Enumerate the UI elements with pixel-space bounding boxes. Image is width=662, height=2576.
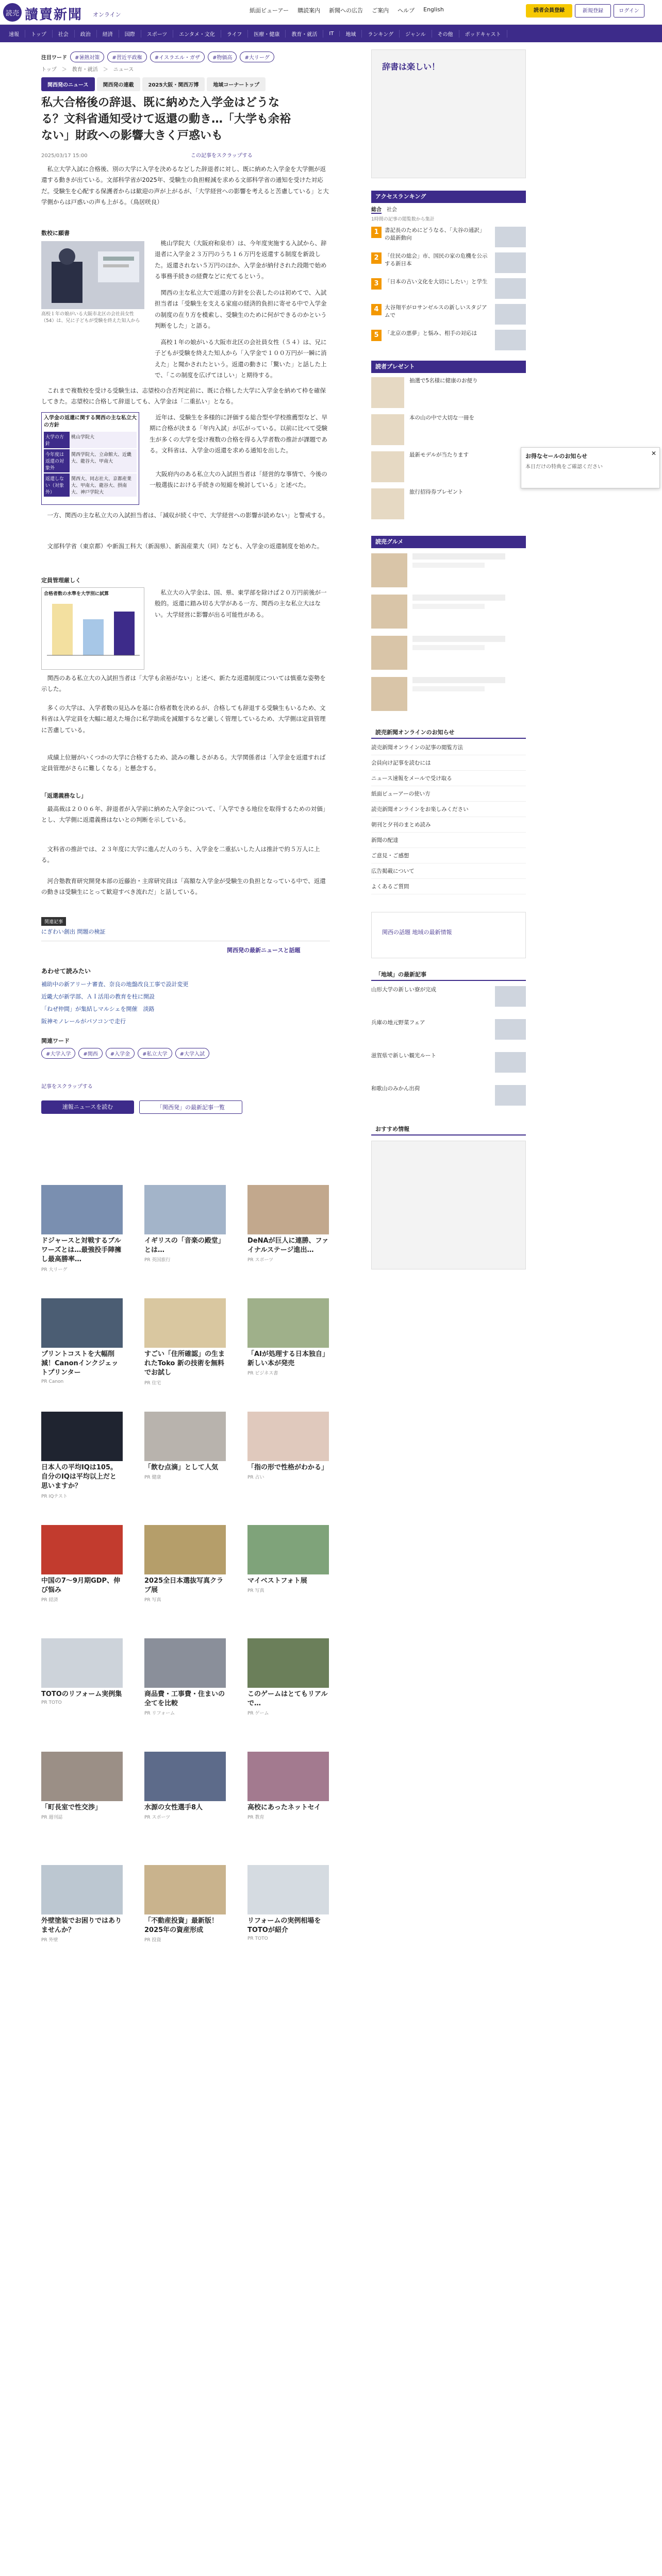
info-item[interactable]: 新聞の配達 <box>371 837 526 848</box>
rank-number: 1 <box>371 227 382 238</box>
pr-card[interactable] <box>41 1638 123 1705</box>
policy-table <box>41 412 139 505</box>
present-item[interactable] <box>371 488 526 496</box>
pr-card[interactable] <box>247 1298 329 1376</box>
nav-item[interactable]: 地域 <box>340 30 362 38</box>
header-links <box>250 6 444 14</box>
info-item[interactable]: 読売新聞オンラインの記事の閲覧方法 <box>371 744 526 755</box>
site-header <box>0 0 662 25</box>
nav-item[interactable]: 経済 <box>97 30 119 38</box>
pr-title: 2025全日本選抜写真クラブ展 <box>144 1577 224 1595</box>
pr-title: 「AIが処理する日本独自」新しい本が発売 <box>247 1350 329 1368</box>
pr-card[interactable] <box>247 1638 329 1716</box>
nav-item[interactable]: トップ <box>25 30 53 38</box>
pr-image <box>41 1298 123 1348</box>
pr-title: 水源の女性選手8人 <box>144 1804 203 1811</box>
header-link[interactable]: 購読案内 <box>297 7 321 14</box>
graph <box>42 599 144 665</box>
section-heading: 定員管理厳しく <box>41 577 81 584</box>
article-paragraph: 大阪府内のある私立大の入試担当者は「経営的な事情で、今後の一般選抜における手続きの短縮を検討している」と述べた。 <box>150 470 327 489</box>
related-tag[interactable]: #大学入学 <box>41 1048 75 1059</box>
present-item[interactable] <box>371 414 526 422</box>
article-paragraph: 関西のある私立大の入試担当者は「大学も余裕がない」と述べ、新たな返還制度については慎重な姿勢を示した。 <box>41 674 326 693</box>
ranking-item[interactable] <box>371 252 526 268</box>
present-heading: 読者プレゼント <box>371 361 526 373</box>
example-heading: 数校に願書 <box>41 230 70 236</box>
pr-source: PR リフォーム <box>144 1711 175 1717</box>
signup-button[interactable]: 新規登録 <box>575 4 611 18</box>
pr-source: PR スポーツ <box>247 1258 274 1263</box>
pr-source: PR 写真 <box>247 1588 264 1594</box>
article-paragraph: 高校１年の娘がいる大阪市北区の会社員女性（５４）は、兄に子どもが受験を終えた知人から「入学金で１００万円が一瞬に消えた」と聞かされたという。返還の動きに「驚いた」と話した上で、「この制度を広げてほしい」と期待する。 <box>155 338 327 379</box>
related-words-heading: 関連ワード <box>41 1038 70 1044</box>
pr-title: 「町長室で性交渉」 <box>41 1804 102 1811</box>
region-title: 山形大学の新しい寮が完成 <box>371 987 436 993</box>
region-thumbnail <box>495 986 526 1007</box>
scrap-link[interactable]: この記事をスクラップする <box>191 153 253 159</box>
ranking-tab[interactable]: 社会 <box>387 207 397 213</box>
nav-item[interactable]: ジャンル <box>400 30 432 38</box>
nav-item[interactable]: ポッドキャスト <box>459 30 507 38</box>
scrap-button[interactable]: 記事をスクラップする <box>41 1084 93 1090</box>
must-read-link[interactable]: 近畿大が新学部、ＡＩ活用の教育を柱に開設 <box>41 993 155 1000</box>
nav-item[interactable]: ライフ <box>221 30 248 38</box>
ranking-tab[interactable]: 総合 <box>371 205 382 214</box>
article-paragraph: 私立大の入学金は、国、県、東学部を除けば２０万円前後が一般的。返還に踏み切る大学がある一方、関西の主な私立大はない。大学経営に影響が出る可能性がある。 <box>155 589 327 618</box>
region-item[interactable] <box>371 1085 526 1093</box>
region-item[interactable] <box>371 986 526 994</box>
pr-image <box>144 1525 226 1574</box>
pr-card[interactable] <box>247 1865 329 1941</box>
article-paragraph: 多くの大学は、入学者数の見込みを基に合格者数を決めるが、合格しても辞退する受験生もいるため、文科省は入学定員を大幅に超えた場合に私学助成を減額するなど厳しく管理しているため、大学側は定員管理に苦慮している。 <box>41 704 326 734</box>
present-item[interactable] <box>371 451 526 459</box>
pr-card[interactable] <box>247 1525 329 1594</box>
pr-title: マイベストフォト展 <box>247 1577 307 1585</box>
pr-card[interactable] <box>41 1185 123 1273</box>
subscribe-button[interactable]: 読者会員登録 <box>526 4 572 18</box>
close-icon[interactable]: ✕ <box>651 450 656 457</box>
nav-item[interactable]: 教育・就活 <box>286 30 323 38</box>
pr-title: 「指の形で性格がわかる」 <box>247 1464 328 1471</box>
article-paragraph: 桃山学院大（大阪府和泉市）は、今年度実施する入試から、辞退者に入学金２３万円のうち１６万円を返還する制度を新設した。返還されない５万円のほか、入学金が納付された段階で始める事務手続きの経費などに充てるという。 <box>155 240 327 280</box>
ranking-heading: アクセスランキング <box>371 191 526 203</box>
pr-title: 外壁塗装でお困りではありませんか？ <box>41 1917 122 1935</box>
trend-tag[interactable]: #暑熱対策 <box>70 52 104 62</box>
rank-number: 5 <box>371 330 382 341</box>
trend-words <box>41 52 274 62</box>
related-tag[interactable]: #私立大学 <box>138 1048 172 1059</box>
popup-title: お得なセールのお知らせ <box>525 453 588 460</box>
pr-title: 「不動産投資」最新版！2025年の資産形成 <box>144 1917 219 1935</box>
pr-source: PR ゲーム <box>247 1711 269 1717</box>
info-item[interactable]: 紙面ビューアーの使い方 <box>371 790 526 802</box>
popup-body: 本日だけの特典をご確認ください <box>525 464 603 470</box>
pr-image <box>41 1865 123 1914</box>
rank-thumbnail <box>495 252 526 273</box>
trend-tag[interactable]: #習近平政権 <box>107 52 146 62</box>
present-image <box>371 488 404 519</box>
pr-title: プリントコストを大幅削減！Canonインクジェットプリンター <box>41 1350 119 1377</box>
ranking-tabs <box>371 205 397 214</box>
pr-card[interactable] <box>247 1412 329 1480</box>
pr-source: PR TOTO <box>247 1936 268 1942</box>
present-title: 本の山の中で大切な一冊を <box>409 415 474 421</box>
table-cell: 大学の方針 <box>44 432 70 448</box>
pr-source: PR 住宅 <box>144 1380 161 1386</box>
pr-image <box>144 1185 226 1234</box>
info-item[interactable]: 会員向け記事を読むには <box>371 759 526 771</box>
pr-image <box>247 1185 329 1234</box>
pr-title: リフォームの実例相場をTOTOが紹介 <box>247 1917 321 1935</box>
region-heading: 「地域」の最新記事 <box>371 969 526 981</box>
gourmet-item[interactable] <box>371 595 526 609</box>
must-read-link[interactable]: 阪神モノレールがパソコンで走行 <box>41 1018 126 1025</box>
rank-title: 大谷翔平がロサンゼルスの新しいスタジアムで <box>385 304 487 319</box>
ad-title: 辞書は楽しい！ <box>382 62 440 72</box>
gourmet-item[interactable] <box>371 677 526 691</box>
pr-card[interactable] <box>144 1638 226 1716</box>
tab[interactable]: 関西発のニュース <box>41 77 95 91</box>
trend-label: 注目ワード <box>41 55 67 61</box>
pr-title: DeNAが巨人に連勝、ファイナルステージ進出… <box>247 1237 329 1255</box>
logo-mark[interactable]: 読売 <box>3 3 22 22</box>
article-date: 2025/03/17 15:00 <box>41 153 88 159</box>
pr-image <box>247 1865 329 1914</box>
pr-card[interactable] <box>144 1525 226 1603</box>
pr-card[interactable] <box>41 1865 123 1943</box>
article-paragraph: 近年は、受験生を多様的に評価する総合型や学校推薦型など、早期に合格が決まる「年内入試」が広がっている。以前に比べて受験生が多くの大学を受け複数の合格を得る入学者数の推計が課題である。文科省は、入学金の返還を求める通知を出した。 <box>150 414 327 454</box>
trend-tag[interactable]: #イスラエル・ガザ <box>150 52 205 62</box>
info-heading: 読売新聞オンラインのお知らせ <box>371 726 526 739</box>
tab[interactable]: 地域コーナートップ <box>207 77 266 91</box>
header-link[interactable]: English <box>423 6 444 13</box>
header-link[interactable]: ご案内 <box>372 7 389 14</box>
pr-image <box>144 1412 226 1461</box>
table-cell: 返還しない（対象外） <box>44 473 70 497</box>
breaking-news-button[interactable]: 速報ニュースを読む <box>41 1100 134 1114</box>
rank-thumbnail <box>495 227 526 247</box>
table-cell: 桃山学院大 <box>70 432 137 448</box>
present-image <box>371 377 404 408</box>
region-title: 滋賀県で新しい観光ルート <box>371 1053 436 1059</box>
kansai-list-button[interactable]: 「関西発」の最新記事一覧 <box>139 1100 242 1114</box>
pr-source: PR スポーツ <box>144 1815 171 1821</box>
region-thumbnail <box>495 1052 526 1073</box>
breadcrumb[interactable]: トップ ＞ 教育・就活 ＞ ニュース <box>41 67 134 73</box>
side-ad[interactable] <box>371 1141 526 1269</box>
article-paragraph: 最高裁は２００６年、辞退者が入学前に納めた入学金について、「入学できる地位を取得するための対価」とし、大学側に返還義務はないとの判断を示している。 <box>41 805 329 824</box>
info-item[interactable]: 朝刊と夕刊のまとめ読み <box>371 821 526 833</box>
pr-source: PR TOTO <box>41 1700 62 1706</box>
region-item[interactable] <box>371 1052 526 1060</box>
pr-card[interactable] <box>144 1865 226 1943</box>
pr-source: PR Canon <box>41 1379 64 1384</box>
header-link[interactable]: 紙面ビューアー <box>250 7 289 14</box>
nav-item[interactable]: 医療・健康 <box>248 30 286 38</box>
pr-card[interactable] <box>41 1525 123 1603</box>
pr-title: すごい「住所確認」の生まれたToko 新の技術を無料でお試し <box>144 1350 225 1377</box>
related-tags <box>41 1048 209 1059</box>
more-news-link[interactable]: 関西発の最新ニュースと話題 <box>227 947 301 954</box>
related-badge: 関連記事 <box>41 917 66 926</box>
present-title: 旅行招待券プレゼント <box>409 489 464 495</box>
must-read-link[interactable]: 「ねぜ仲間」が集結しマルシェを開催 淡路 <box>41 1006 155 1012</box>
rank-number: 4 <box>371 304 382 315</box>
pr-source: PR 外壁 <box>41 1938 58 1943</box>
pr-image <box>247 1752 329 1801</box>
region-item[interactable] <box>371 1019 526 1027</box>
pr-image <box>41 1185 123 1234</box>
pr-source: PR IQテスト <box>41 1494 68 1499</box>
pr-source: PR 大リーグ <box>41 1267 68 1273</box>
rank-title: 「北京の悪夢」と悩み、相手の対応は <box>385 330 477 336</box>
pr-source: PR 健康 <box>144 1475 161 1481</box>
article-paragraph: 一方、関西の主な私立大の入試担当者は、「減収が続く中で、大学経営への影響が読めない」と警戒する。 <box>47 512 329 519</box>
pr-image <box>41 1752 123 1801</box>
pr-image <box>41 1412 123 1461</box>
gourmet-image <box>371 677 407 711</box>
gourmet-heading: 読売グルメ <box>371 536 526 548</box>
pr-title: 高校にあったネットセイ <box>247 1804 321 1811</box>
region-title: 兵庫の地元野菜フェア <box>371 1020 425 1026</box>
rank-title: 書記長のためにどうなる、「大谷の通訳」の最新動向 <box>385 227 485 242</box>
pr-source: PR 経済 <box>41 1598 58 1603</box>
ranking-note: 1時間の記事の閲覧数から集計 <box>371 217 435 222</box>
article-title: 私大合格後の辞退、既に納めた入学金はどうなる？文科省通知受けて返還の動き…「大学も余裕ない」財政への影響大きく戸惑いも <box>41 96 291 142</box>
table-cell: 今年度は返還の対象外 <box>44 449 70 472</box>
rank-title: 「日本の古い文化を大切にしたい」と学生 <box>385 279 488 285</box>
gourmet-image <box>371 636 407 670</box>
pr-card[interactable] <box>41 1412 123 1499</box>
section-heading: 「返還義務なし」 <box>41 792 87 799</box>
recommend-heading: おすすめ情報 <box>371 1123 526 1136</box>
article-paragraph: 成績上位層がいくつかの大学に合格するため、読みの難しさがある。大学関係者は「入学金を返還すれば定員管理がさらに難しくなる」と懸念する。 <box>41 754 326 772</box>
article-paragraph: 河合塾教育研究開発本部の近藤治・主席研究員は「高額な入学金が受験生の負担となっている中で、返還の動きは受験生にとって歓迎すべき流れだ」と話している。 <box>41 877 326 896</box>
pr-image <box>247 1638 329 1688</box>
pr-image <box>247 1412 329 1461</box>
present-title: 抽選で5名様に健康のお便り <box>409 378 478 384</box>
nav-item[interactable]: 国際 <box>119 30 141 38</box>
main-nav <box>0 25 662 42</box>
pr-image <box>144 1865 226 1914</box>
nav-item[interactable]: 政治 <box>75 30 97 38</box>
present-item[interactable] <box>371 377 526 385</box>
nav-item[interactable]: 社会 <box>53 30 75 38</box>
gourmet-item[interactable] <box>371 636 526 650</box>
pr-image <box>41 1638 123 1688</box>
pr-title: ドジャースと対戦するブルワーズとは…最強投手陣擁し最高勝率… <box>41 1237 122 1264</box>
tab[interactable]: 2025大阪・関西万博 <box>142 77 205 91</box>
related-tag[interactable]: #入学金 <box>106 1048 135 1059</box>
tab[interactable]: 関西発の連載 <box>97 77 140 91</box>
present-image <box>371 451 404 482</box>
pr-source: PR 投資 <box>144 1938 161 1943</box>
article-paragraph: 関西の主な私立大で返還の方針を公表したのは初めてで、入試担当者は「受験生を支える家庭の経済的負担に寄せる中で入学金の制度の在り方を模索し、受験生のために何ができるのかという判断をした」と語る。 <box>155 289 327 329</box>
trend-tag[interactable]: #物価高 <box>208 52 237 62</box>
pr-title: イギリスの「音楽の殿堂」とは… <box>144 1237 225 1255</box>
pr-image <box>247 1298 329 1348</box>
article-paragraph: 文科省の推計では、２３年度に大学に進んだ人のうち、入学金を二重払いした人は推計で約５万人に上る。 <box>41 845 320 864</box>
ranking-item[interactable] <box>371 227 526 242</box>
region-title: 和歌山のみかん出荷 <box>371 1086 420 1092</box>
must-read-link[interactable]: 補助中の新アリーナ審査、奈良の地盤改良工事で設計変更 <box>41 981 189 988</box>
rank-thumbnail <box>495 304 526 325</box>
pr-source: PR ビジネス書 <box>247 1371 278 1377</box>
ranking-item[interactable] <box>371 330 526 341</box>
region-thumbnail <box>495 1019 526 1040</box>
article-paragraph: 私立大学入試に合格後、別の大学に入学を決めるなどした辞退者に対し、既に納めた入学金を大学側が返還する動きが出ている。文部科学省が2025年、受験生の負担軽減を求める文部科学省の通知を受けた対応だ。受験生を心配する保護者からは歓迎の声が上がるが、「大学経営への影響を考えると苦慮している」と大学側からは戸惑いの声も上がる。（鳥居咲良） <box>41 165 329 206</box>
related-tag[interactable]: #関西 <box>78 1048 102 1059</box>
info-item[interactable]: 広告掲載について <box>371 868 526 879</box>
pr-title: このゲームはとてもリアルで… <box>247 1690 328 1708</box>
pr-card[interactable] <box>144 1185 226 1263</box>
table-cell: 関西大、同志社大、京都産業大、甲南大、龍谷大、摂南大、神戸学院大 <box>70 473 137 497</box>
logo-sub: オンライン <box>93 11 121 18</box>
article-paragraph: 文部科学省（東京都）や新潟工科大（新潟県）、新潟産業大（同）なども、入学金の返還制度を始めた。 <box>47 543 323 550</box>
pr-source: PR 英国旅行 <box>144 1258 171 1263</box>
table-title: 入学金の返還に関する関西の主な私立大の方針 <box>44 415 137 428</box>
pr-card[interactable] <box>41 1298 123 1384</box>
pr-card[interactable] <box>144 1298 226 1386</box>
trend-tag[interactable]: #大リーグ <box>240 52 274 62</box>
photo-caption: 高校１年の娘がいる大阪市北区の会社員女性（54）は、兄に子どもが受験を終えた知人から <box>41 312 140 324</box>
pr-card[interactable] <box>144 1752 226 1820</box>
gourmet-item[interactable] <box>371 553 526 568</box>
pr-title: 日本人の平均IQは105。自分のIQは平均以上だと思いますか？ <box>41 1464 118 1490</box>
pr-card[interactable] <box>247 1185 329 1263</box>
rank-number: 2 <box>371 252 382 264</box>
pr-image <box>247 1525 329 1574</box>
pr-source: PR 占い <box>247 1475 264 1481</box>
popup-notice <box>521 447 660 488</box>
header-link[interactable]: ヘルプ <box>398 7 415 14</box>
ranking-item[interactable] <box>371 278 526 290</box>
pr-image <box>144 1752 226 1801</box>
pr-image <box>144 1298 226 1348</box>
info-box-text: 関西の話題 地域の最新情報 <box>382 929 452 936</box>
info-item[interactable]: よくあるご質問 <box>371 883 526 894</box>
nav-item[interactable]: ランキング <box>362 30 400 38</box>
header-link[interactable]: 新聞への広告 <box>329 7 363 14</box>
rank-title: 「住民の総会」市、国民の家の危機を公示する新日本 <box>385 253 488 267</box>
nav-item[interactable]: IT <box>323 31 340 37</box>
nav-item[interactable]: スポーツ <box>141 30 174 38</box>
gourmet-image <box>371 595 407 629</box>
gourmet-image <box>371 553 407 587</box>
section-tabs <box>41 77 266 91</box>
present-image <box>371 414 404 445</box>
must-read-heading: あわせて読みたい <box>41 968 91 975</box>
pr-title: 中国の7～9月期GDP、伸び悩み <box>41 1577 121 1595</box>
article-paragraph: これまで複数校を受ける受験生は、志望校の合否判定前に、既に合格した大学に入学金を納めて枠を確保してきた。志望校に合格して辞退しても、入学金は「二重払い」となる。 <box>41 387 326 405</box>
info-item[interactable]: ご意見・ご感想 <box>371 852 526 863</box>
pr-image <box>144 1638 226 1688</box>
ad-banner[interactable] <box>371 49 526 178</box>
rank-number: 3 <box>371 278 382 290</box>
rank-thumbnail <box>495 330 526 350</box>
info-item[interactable]: 読売新聞オンラインをお楽しみください <box>371 806 526 817</box>
pr-title: TOTOのリフォーム実例集 <box>41 1690 122 1698</box>
article-photo <box>41 241 144 309</box>
related-link[interactable]: にぎわい創出 問題の検証 <box>41 928 106 935</box>
related-tag[interactable]: #大学入試 <box>175 1048 209 1059</box>
present-title: 最新モデルが当たります <box>409 452 469 458</box>
graph-box <box>41 587 144 670</box>
graph-title: 合格者数の水準を大学別に試算 <box>44 591 109 597</box>
info-box[interactable] <box>371 912 526 958</box>
login-button[interactable]: ログイン <box>614 4 644 18</box>
nav-item[interactable]: 速報 <box>3 30 25 38</box>
pr-source: PR 写真 <box>144 1598 161 1603</box>
pr-source: PR 週刊誌 <box>41 1815 63 1821</box>
pr-card[interactable] <box>144 1412 226 1480</box>
pr-image <box>41 1525 123 1574</box>
info-item[interactable]: ニュース速報をメールで受け取る <box>371 775 526 786</box>
region-thumbnail <box>495 1085 526 1106</box>
rank-thumbnail <box>495 278 526 299</box>
pr-source: PR 教育 <box>247 1815 264 1821</box>
ranking-item[interactable] <box>371 304 526 319</box>
pr-card[interactable] <box>247 1752 329 1820</box>
nav-item[interactable]: その他 <box>432 30 459 38</box>
nav-item[interactable]: エンタメ・文化 <box>173 30 221 38</box>
site-logo[interactable]: 讀賣新聞 <box>25 7 83 23</box>
pr-title: 商品費・工事費・住まいの全てを比較 <box>144 1690 225 1708</box>
pr-card[interactable] <box>41 1752 123 1820</box>
pr-title: 「飲む点滴」として人気 <box>144 1464 219 1471</box>
table-cell: 関西学院大、立命館大、近畿大、龍谷大、甲南大 <box>70 449 137 472</box>
